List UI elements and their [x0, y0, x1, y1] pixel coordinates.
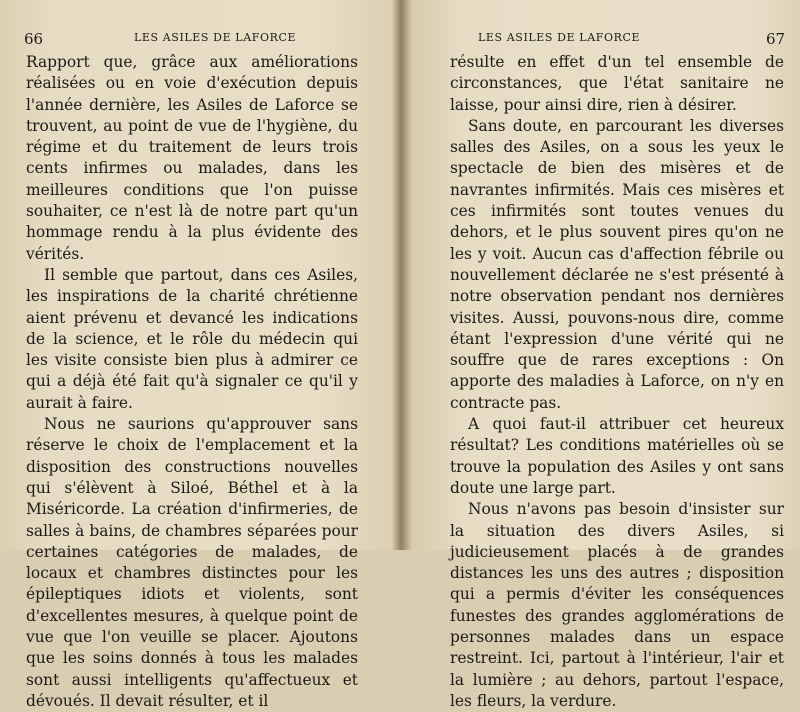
left-page-body	[26, 52, 358, 712]
page-number-right: 67	[766, 30, 786, 48]
left-paragraph: Il semble que partout, dans ces Asiles, les inspirations de la charité chrétienne aient prévenu et devancé les indications de la science, et le rôle du médecin qui les visite consiste bien plus à admirer ce qui a déjà été fait qu'à signaler ce qu'il y aurait à faire.	[26, 265, 358, 412]
running-head-right: LES ASILES DE LAFORCE	[478, 31, 641, 44]
left-paragraph: Nous ne saurions qu'approuver sans réserve le choix de l'emplacement et la disposition des constructions nouvelles qui s'élèvent à Siloé, Béthel et à la Miséricorde. La création d'infirmeries, de salles à bains, de chambres séparées pour certaines catégories de malades, de locaux et chambres distinctes pour les épileptiques idiots et violents, sont d'excellentes mesures, à quelque point de vue que l'on veuille se placer. Ajoutons que les soins donnés à tous les malades sont aussi intelligents qu'affectueux et dévoués. Il devait résulter, et il	[26, 415, 358, 710]
right-paragraph: résulte en effet d'un tel ensemble de circonstances, que l'état sanitaire ne laisse, pour ainsi dire, rien à désirer.	[450, 53, 784, 114]
running-head-left: LES ASILES DE LAFORCE	[134, 31, 297, 44]
right-page-body	[450, 52, 784, 712]
left-paragraph: Rapport que, grâce aux améliorations réalisées ou en voie d'exécution depuis l'année dernière, les Asiles de Laforce se trouvent, au point de vue de l'hygiène, du régime et du traitement de leurs trois cents infirmes ou malades, dans les meilleures conditions que l'on puisse souhaiter, ce n'est là de notre part qu'un hommage rendu à la plus évidente des vérités.	[26, 53, 358, 263]
right-paragraph: Sans doute, en parcourant les diverses salles des Asiles, on a sous les yeux le spectacle de bien des misères et de navrantes infirmités. Mais ces misères et ces infirmités sont toutes venues du dehors, et le plus souvent pires qu'on ne les y voit. Aucun cas d'affection fébrile ou nouvellement déclarée ne s'est présenté à notre observation pendant nos dernières visites. Aussi, pouvons-nous dire, comme étant l'expression d'une vérité qui ne souffre que de rares exceptions : On apporte des maladies à Laforce, on n'y en contracte pas.	[450, 116, 784, 412]
page-number-left: 66	[24, 30, 44, 48]
right-paragraph: Nous n'avons pas besoin d'insister sur la situation des divers Asiles, si judicieusement placés à de grandes distances les uns des autres ; disposition qui a permis d'éviter les conséquences funestes des grandes agglomérations de personnes malades dans un espace restreint. Ici, partout à l'intérieur, l'air et la lumière ; au dehors, partout l'espace, les fleurs, la verdure.	[450, 500, 784, 710]
left-page	[0, 0, 396, 710]
right-paragraph: A quoi faut-il attribuer cet heureux résultat? Les conditions matérielles où se trouve la population des Asiles y ont sans doute une large part.	[450, 415, 784, 497]
right-page	[404, 0, 800, 710]
